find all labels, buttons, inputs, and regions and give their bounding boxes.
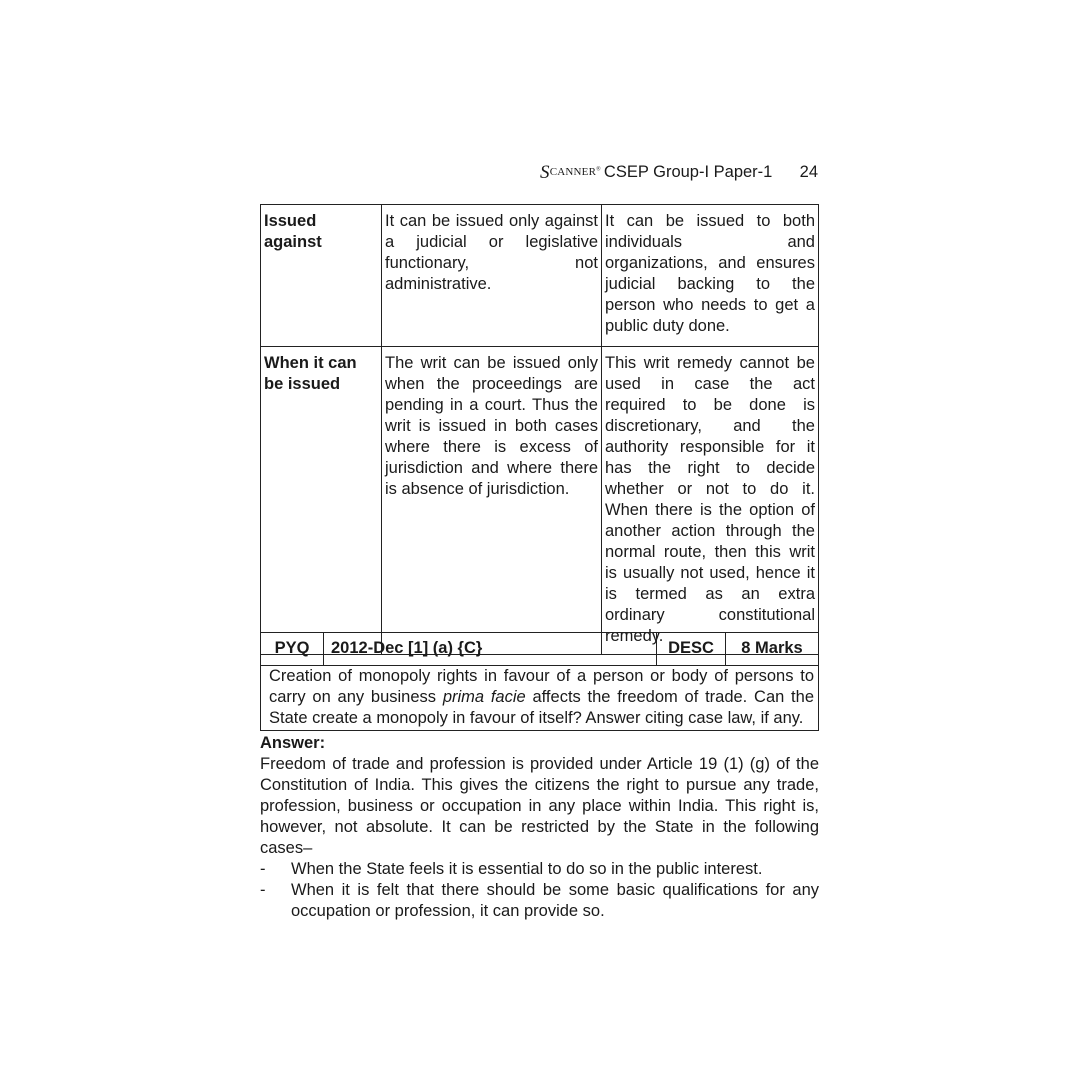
list-item bbox=[260, 880, 819, 922]
pyq-header-row bbox=[261, 633, 819, 666]
scanner-logo: SCANNER® bbox=[540, 162, 601, 183]
pyq-marks: 8 Marks bbox=[726, 633, 819, 666]
answer-paragraph: Freedom of trade and profession is provided under Article 19 (1) (g) of the Constitution of India. This gives the citizens the right to pursue any trade, profession, business or occupation in any place within India. This right is, however, not absolute. It can be restricted by the State in the following cases– bbox=[260, 755, 819, 857]
header-title: CSEP Group-I Paper-1 bbox=[603, 162, 773, 181]
row-label: Issued against bbox=[261, 205, 382, 347]
pyq-question-row bbox=[261, 666, 819, 731]
page-header bbox=[540, 160, 820, 184]
pyq-box bbox=[260, 632, 819, 731]
row-label: When it can be issued bbox=[261, 347, 382, 655]
bullet-marker: - bbox=[260, 881, 266, 899]
pyq-code: 2012-Dec [1] (a) {C} bbox=[324, 633, 657, 666]
pyq-type: DESC bbox=[657, 633, 726, 666]
table-cell: It can be issued only against a judicial or legislative functionary, not administrative. bbox=[382, 205, 602, 347]
list-item bbox=[260, 859, 819, 880]
comparison-table bbox=[260, 204, 819, 655]
table-row bbox=[261, 347, 819, 655]
table-cell: The writ can be issued only when the proceedings are pending in a court. Thus the writ is issued in both cases where there is excess of jurisdiction and where there is absence of jurisdiction. bbox=[382, 347, 602, 655]
pyq-question: Creation of monopoly rights in favour of a person or body of persons to carry on any business prima facie affects the freedom of trade. Can the State create a monopoly in favour of itself? Answer citing case law, if any. bbox=[261, 666, 819, 731]
page-number: 24 bbox=[799, 162, 818, 181]
bullet-text: When the State feels it is essential to do so in the public interest. bbox=[291, 860, 763, 878]
table-cell: It can be issued to both individuals and organizations, and ensures judicial backing to the person who needs to get a public duty done. bbox=[602, 205, 819, 347]
bullet-marker: - bbox=[260, 860, 266, 878]
pyq-tag: PYQ bbox=[261, 633, 324, 666]
bullet-text: When it is felt that there should be some basic qualifications for any occupation or profession, it can provide so. bbox=[291, 881, 819, 920]
table-row bbox=[261, 205, 819, 347]
table-cell: This writ remedy cannot be used in case the act required to be done is discretionary, and the authority responsible for it has the right to decide whether or not to do it. When there is the option of another action through the normal route, then this writ is usually not used, hence it is termed as an extra ordinary constitutional remedy. bbox=[602, 347, 819, 655]
answer-heading: Answer: bbox=[260, 734, 326, 752]
answer-section bbox=[260, 733, 819, 922]
